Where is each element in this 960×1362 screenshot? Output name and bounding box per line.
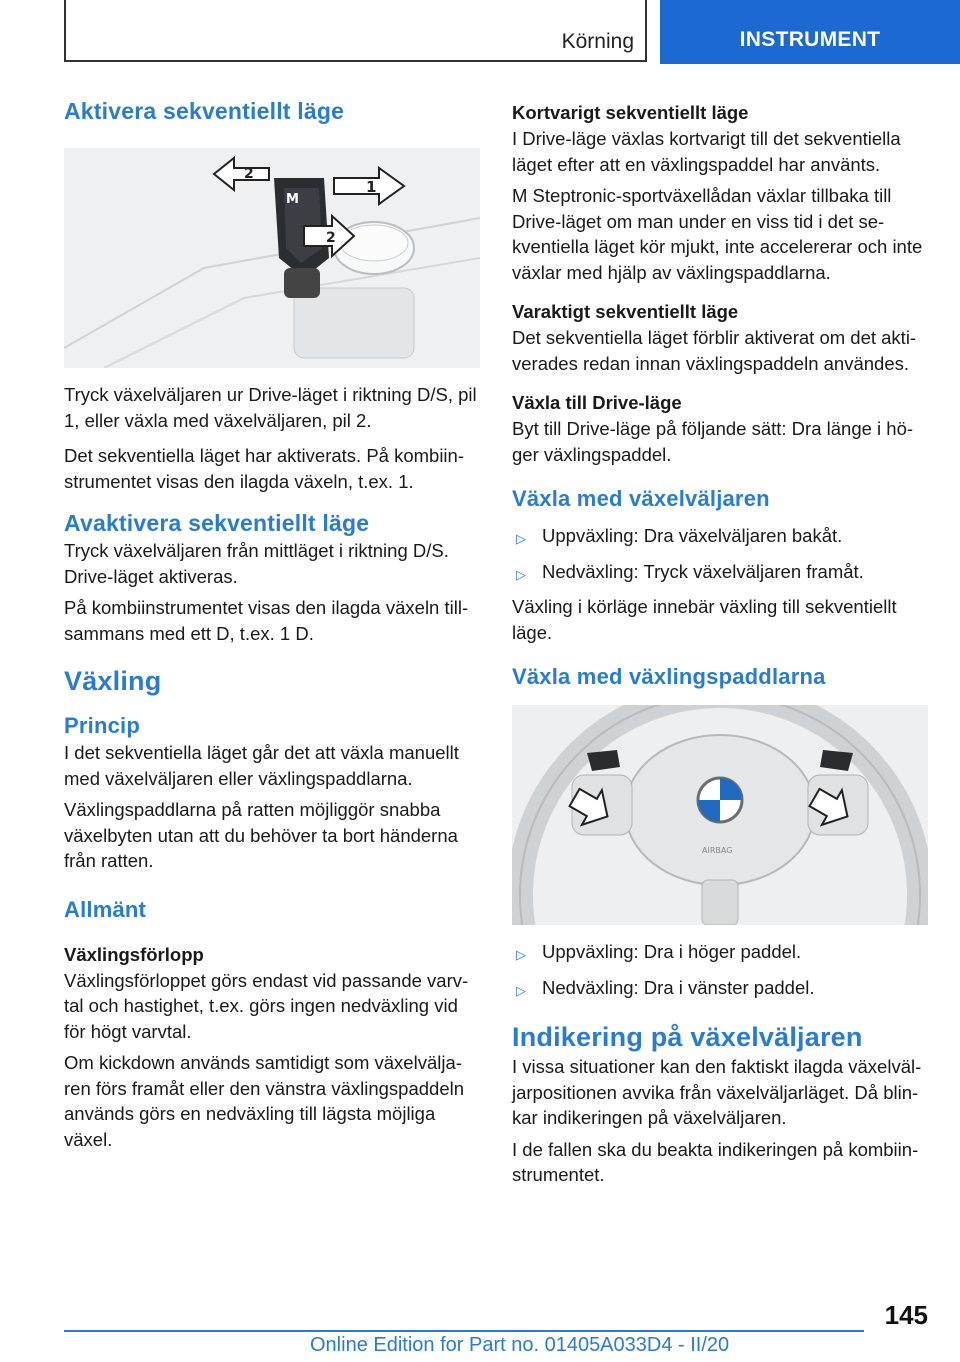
paragraph: Växlingspaddlarna på ratten möjliggör snabba växelbyten utan att du behöver ta bort händerna från ratten. <box>64 799 458 871</box>
heading-principle: Princip <box>64 713 140 738</box>
paragraph: Växling i körläge innebär växling till sekventiellt läge. <box>512 596 897 643</box>
heading-deactivate: Avaktivera sekventiellt läge <box>64 510 370 536</box>
triangle-bullet-icon: ▷ <box>516 947 526 962</box>
heading-paddle-shift: Växla med växlingspaddlarna <box>512 664 826 689</box>
heading-general: Allmänt <box>64 896 147 922</box>
subheading-shift-process: Växlingsförlopp <box>64 943 204 965</box>
header-section-tab: INSTRUMENT <box>660 0 960 64</box>
subheading-short-sequential: Kortvarigt sekventiellt läge <box>512 102 749 123</box>
m-logo: M <box>286 192 299 207</box>
footer-edition: Online Edition for Part no. 01405A033D4 - II/20 <box>310 1334 730 1356</box>
paragraph: Växlingsförloppet görs endast vid passande varv-tal och hastighet, t.ex. görs ingen nedväxling vid för högt varvtal. <box>64 969 469 1042</box>
paragraph: Om kickdown används samtidigt som växelvälja-ren förs framåt eller den vänstra växlingspaddeln används görs en nedväxling till lägsta möjliga växel. <box>64 1052 465 1150</box>
right-column <box>512 100 928 1188</box>
footer-divider <box>64 1330 864 1332</box>
paragraph: Det sekventiella läget förblir aktiverat om det akti-verades redan innan växlingspaddeln användes. <box>512 327 917 374</box>
arrow-2b-label: 2 <box>326 230 336 246</box>
paragraph: I de fallen ska du beakta indikeringen på kombiin-strumentet. <box>512 1138 919 1185</box>
list-item: ▷ Nedväxling: Tryck växelväljaren framåt. <box>512 559 928 588</box>
paragraph: Det sekventiella läget har aktiverats. På kombiin-strumentet visas den ilagda växeln, t.ex. 1. <box>64 445 464 492</box>
page-number: 145 <box>884 1300 928 1330</box>
paragraph: Tryck växelväljaren från mittläget i riktning D/S. Drive-läget aktiveras. <box>64 540 449 587</box>
list-item: ▷ Nedväxling: Dra i vänster paddel. <box>512 975 928 1004</box>
gear-selector-drawing <box>64 148 480 368</box>
heading-activate: Aktivera sekventiellt läge <box>64 98 345 124</box>
airbag-label: AIRBAG <box>702 846 733 855</box>
paragraph: Tryck växelväljaren ur Drive-läget i riktning D/S, pil 1, eller växla med växelväljaren, pil 2. <box>64 384 477 431</box>
triangle-bullet-icon: ▷ <box>516 982 526 998</box>
paragraph: I vissa situationer kan den faktiskt ilagda växelväl-jarpositionen avvika från växelväljarläget. Då blin-kar indikeringen på växelväljaren. <box>512 1056 922 1128</box>
paragraph: Byt till Drive-läge på följande sätt: Dra länge i hö-ger växlingspaddel. <box>512 418 914 465</box>
paragraph: M Steptronic-sportväxellådan växlar tillbaka till Drive-läget om man under en viss tid i det se-kventiella läget kör mjukt, inte accelererar och inte växlar med hjälp av växlingspaddlarna. <box>512 185 923 283</box>
header-frame <box>64 0 647 62</box>
left-column <box>64 96 480 1152</box>
subheading-switch-drive: Växla till Drive-läge <box>512 392 682 413</box>
triangle-bullet-icon: ▷ <box>516 531 526 546</box>
heading-selector-shift: Växla med växelväljaren <box>512 486 770 511</box>
subheading-permanent-sequential: Varaktigt sekventiellt läge <box>512 301 739 322</box>
paragraph: I det sekventiella läget går det att växla manuellt med växelväljaren eller växlingspaddlarna. <box>64 742 459 789</box>
gear-selector-illustration <box>64 148 480 368</box>
steering-wheel-drawing <box>512 705 928 925</box>
arrow-1-label: 1 <box>366 178 377 196</box>
heading-shifting: Växling <box>64 666 162 696</box>
steering-wheel-illustration <box>512 705 928 925</box>
header-chapter: Körning <box>561 30 634 53</box>
paragraph: På kombiinstrumentet visas den ilagda växeln till-sammans med ett D, t.ex. 1 D. <box>64 597 469 644</box>
heading-indication: Indikering på växelväljaren <box>512 1022 863 1052</box>
list-item: ▷ Uppväxling: Dra växelväljaren bakåt. <box>512 523 928 552</box>
triangle-bullet-icon: ▷ <box>516 566 526 582</box>
paragraph: I Drive-läge växlas kortvarigt till det sekventiella läget efter att en växlingspaddel har använts. <box>512 128 901 175</box>
list-item: ▷ Uppväxling: Dra i höger paddel. <box>512 939 928 968</box>
arrow-2a-label: 2 <box>244 166 254 182</box>
